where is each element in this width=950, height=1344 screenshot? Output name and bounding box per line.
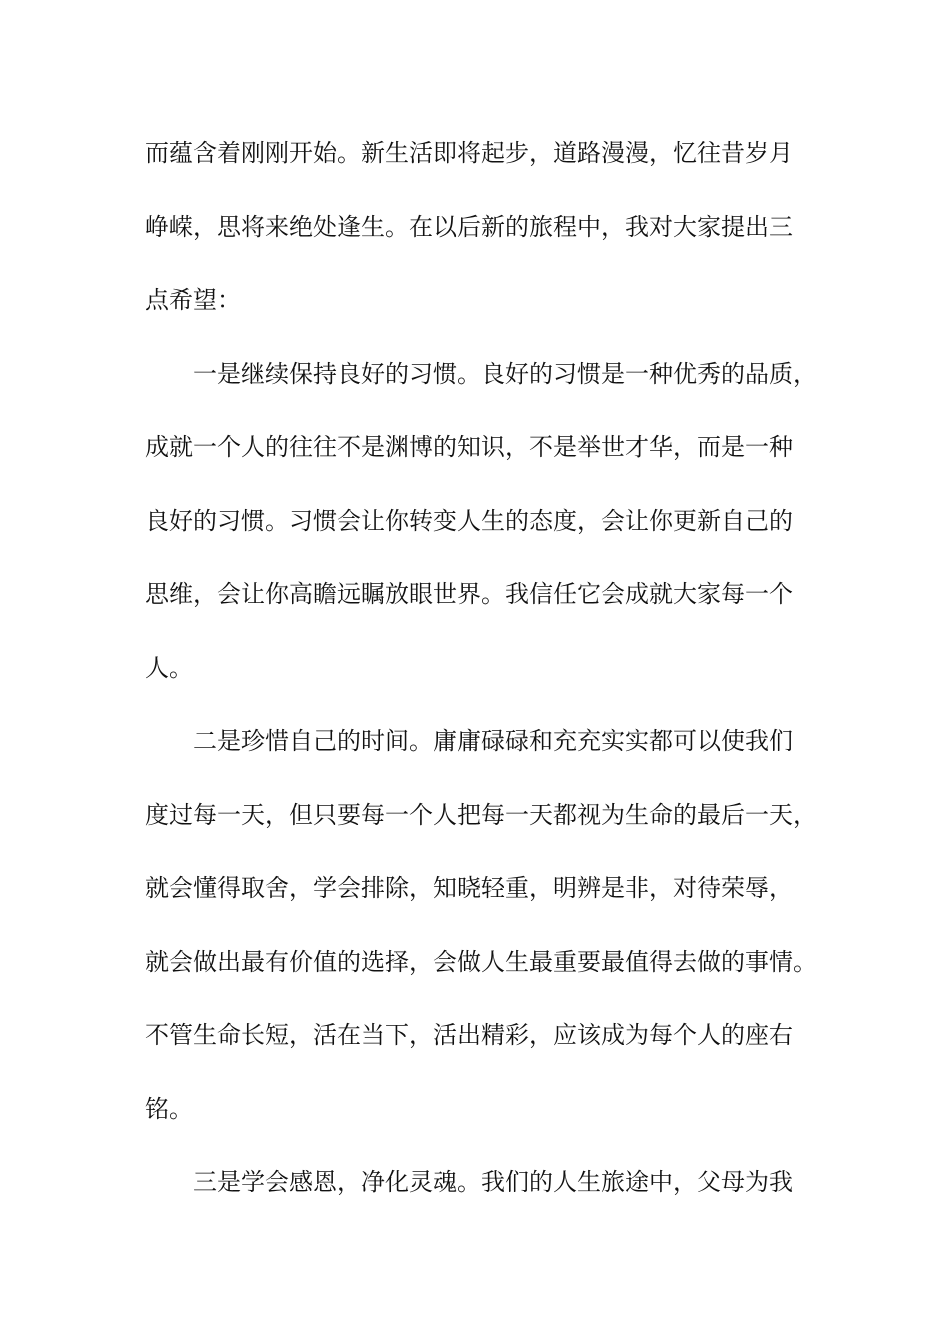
text-line: 度过每一天，但只要每一个人把每一天都视为生命的最后一天， (145, 800, 817, 829)
text-line: 不管生命长短，活在当下，活出精彩，应该成为每个人的座右 (145, 1021, 793, 1049)
text-line: 就会懂得取舍，学会排除，知晓轻重，明辨是非，对待荣辱， (145, 874, 793, 902)
text-line: 思维，会让你高瞻远瞩放眼世界。我信任它会成就大家每一个 (145, 580, 793, 608)
text-line: 点希望： (145, 286, 241, 314)
paragraph-first-line: 一是继续保持良好的习惯。良好的习惯是一种优秀的品质， (193, 359, 817, 388)
body-text (145, 130, 825, 1233)
text-line: 峥嵘，思将来绝处逢生。在以后新的旅程中，我对大家提出三 (145, 212, 793, 241)
paragraph-first-line: 三是学会感恩，净化灵魂。我们的人生旅途中，父母为我 (193, 1168, 793, 1196)
text-line: 成就一个人的往往不是渊博的知识，不是举世才华，而是一种 (145, 433, 793, 461)
text-line: 铭。 (145, 1094, 193, 1123)
text-line: 良好的习惯。习惯会让你转变人生的态度，会让你更新自己的 (145, 506, 793, 535)
text-line: 人。 (145, 653, 193, 682)
text-line: 就会做出最有价值的选择，会做人生最重要最值得去做的事情。 (145, 947, 817, 976)
paragraph-first-line: 二是珍惜自己的时间。庸庸碌碌和充充实实都可以使我们 (193, 727, 793, 755)
text-line: 而蕴含着刚刚开始。新生活即将起步，道路漫漫，忆往昔岁月 (145, 139, 793, 167)
